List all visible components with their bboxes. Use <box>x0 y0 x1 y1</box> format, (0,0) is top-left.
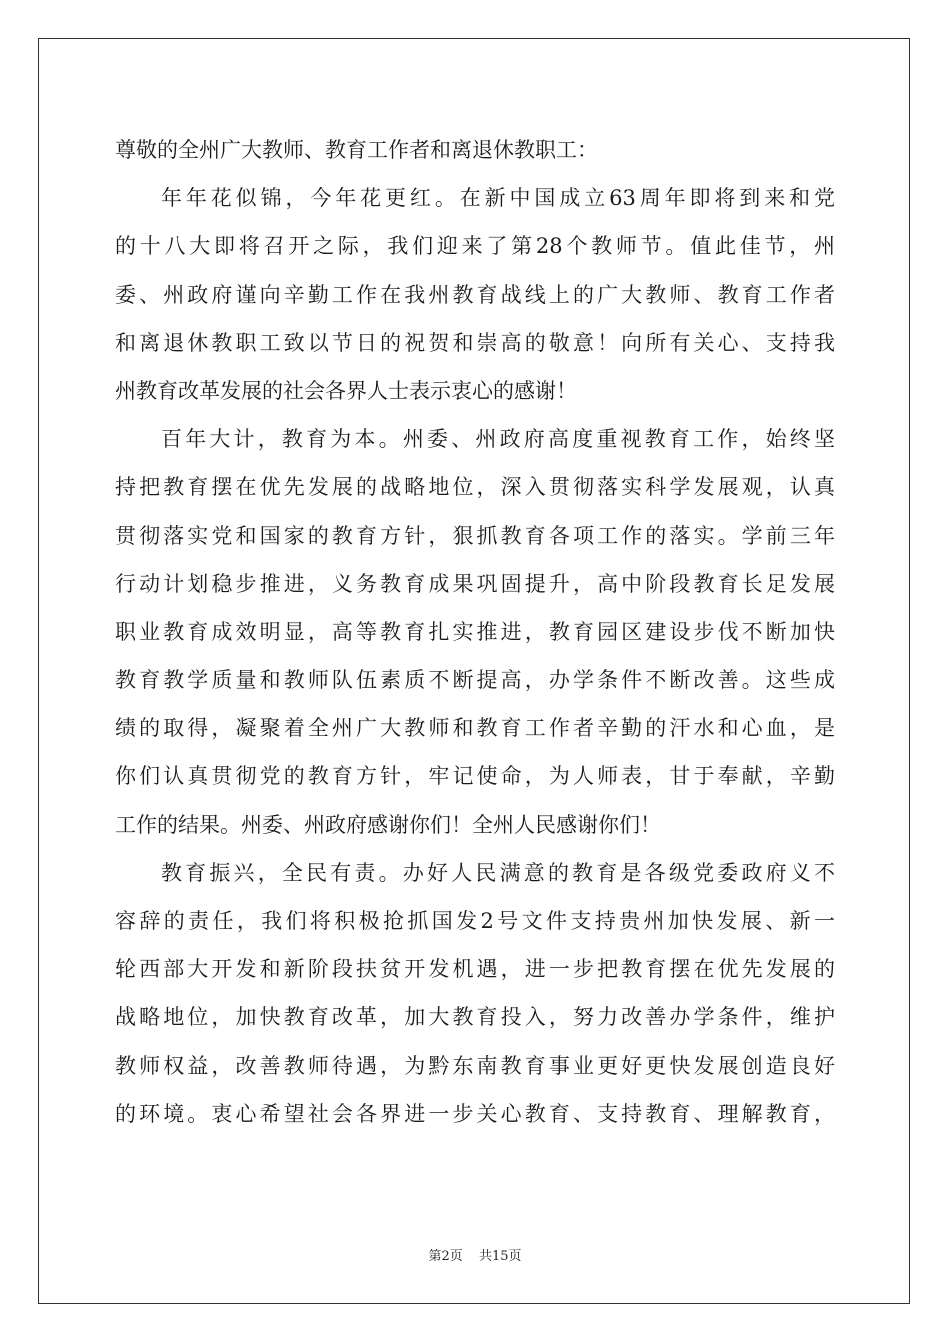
document-body <box>115 126 835 1138</box>
text-line: 州教育改革发展的社会各界人士表示衷心的感谢！ <box>115 378 577 403</box>
text-line: 轮西部大开发和新阶段扶贫开发机遇，进一步把教育摆在优先发展的 <box>115 957 835 982</box>
text-line: 年年花似锦，今年花更红。在新中国成立63周年即将到来和党 <box>161 186 835 211</box>
page-footer <box>0 1245 950 1264</box>
text-line: 战略地位，加快教育改革，加大教育投入，努力改善办学条件，维护 <box>115 1005 835 1030</box>
page-total: 共15页 <box>478 1249 522 1264</box>
text-line: 工作的结果。州委、州政府感谢你们！全州人民感谢你们！ <box>115 812 661 837</box>
text-line: 贯彻落实党和国家的教育方针，狠抓教育各项工作的落实。学前三年 <box>115 523 835 548</box>
text-line: 尊敬的全州广大教师、教育工作者和离退休教职工： <box>115 138 598 162</box>
text-line: 的十八大即将召开之际，我们迎来了第28个教师节。值此佳节，州 <box>115 234 835 259</box>
text-line: 百年大计，教育为本。州委、州政府高度重视教育工作，始终坚 <box>161 427 835 452</box>
page-number: 第2页 <box>428 1249 463 1264</box>
text-line: 教育教学质量和教师队伍素质不断提高，办学条件不断改善。这些成 <box>115 668 835 693</box>
text-line: 教育振兴，全民有责。办好人民满意的教育是各级党委政府义不 <box>161 860 835 885</box>
text-line: 和离退休教职工致以节日的祝贺和崇高的敬意！向所有关心、支持我 <box>115 330 835 355</box>
text-line: 教师权益，改善教师待遇，为黔东南教育事业更好更快发展创造良好 <box>115 1053 835 1078</box>
text-line: 职业教育成效明显，高等教育扎实推进，教育园区建设步伐不断加快 <box>115 619 835 644</box>
text-line: 行动计划稳步推进，义务教育成果巩固提升，高中阶段教育长足发展 <box>115 571 835 596</box>
text-line: 容辞的责任，我们将积极抢抓国发2号文件支持贵州加快发展、新一 <box>115 909 835 933</box>
text-line: 绩的取得，凝聚着全州广大教师和教育工作者辛勤的汗水和心血，是 <box>115 716 835 741</box>
text-line: 你们认真贯彻党的教育方针，牢记使命，为人师表，甘于奉献，辛勤 <box>115 764 835 789</box>
text-line: 持把教育摆在优先发展的战略地位，深入贯彻落实科学发展观，认真 <box>115 475 835 500</box>
text-line: 委、州政府谨向辛勤工作在我州教育战线上的广大教师、教育工作者 <box>115 282 835 307</box>
text-line: 的环境。衷心希望社会各界进一步关心教育、支持教育、理解教育， <box>115 1101 835 1126</box>
